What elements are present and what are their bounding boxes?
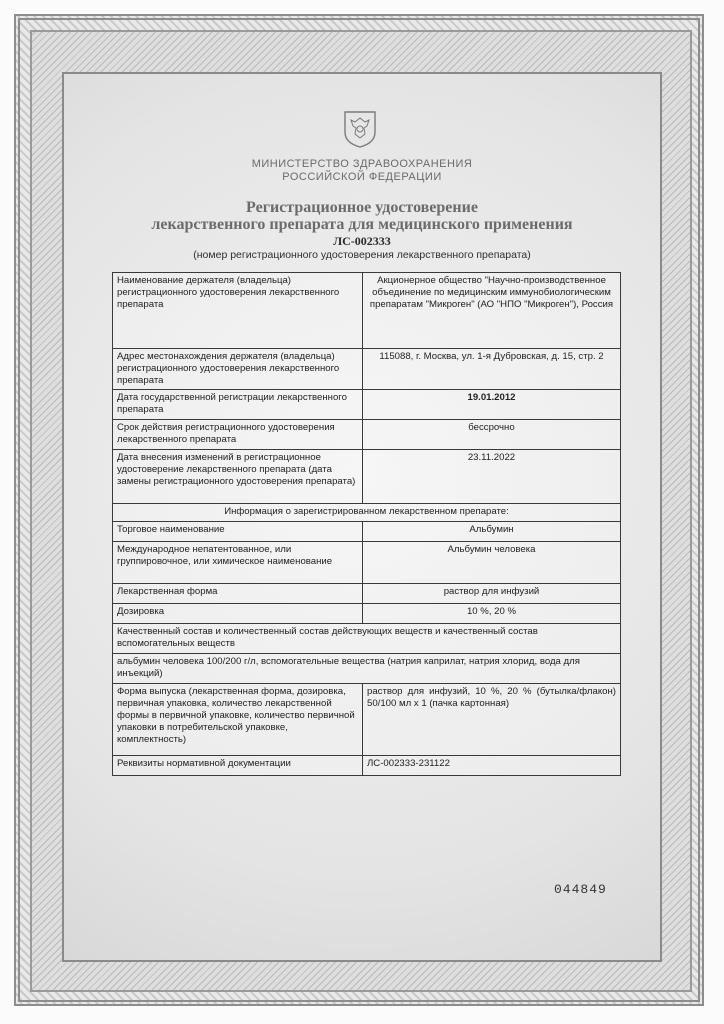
- composition-value: альбумин человека 100/200 г/л, вспомогательные вещества (натрия каприлат, натрия хлорид, вода для инъекций): [113, 654, 621, 684]
- release-form-value: раствор для инфузий, 10 %, 20 % (бутылка/флакон) 50/100 мл x 1 (пачка картонная): [363, 684, 621, 756]
- dosage-form-value: раствор для инфузий: [363, 584, 621, 604]
- dosage-form-label: Лекарственная форма: [113, 584, 363, 604]
- table-row-trade-name: [113, 522, 621, 542]
- ministry-name-line1: МИНИСТЕРСТВО ЗДРАВООХРАНЕНИЯ: [251, 158, 473, 170]
- trade-name-value: Альбумин: [363, 522, 621, 542]
- validity-label: Срок действия регистрационного удостоверения лекарственного препарата: [113, 420, 363, 450]
- table-row-address: [113, 349, 621, 390]
- holder-value: Акционерное общество "Научно-производственное объединение по медицинским иммунобиологическим препаратам "Микроген" (АО "НПО "Микроген"), Россия: [363, 273, 621, 349]
- change-date-value: 23.11.2022: [363, 450, 621, 504]
- inn-value: Альбумин человека: [363, 542, 621, 584]
- release-form-label: Форма выпуска (лекарственная форма, дозировка, первичная упаковка, количество лекарственной формы в первичной упаковке, количество первичной упаковки в потребительской упаковке, комплектность): [113, 684, 363, 756]
- reg-date-label: Дата государственной регистрации лекарственного препарата: [113, 390, 363, 420]
- composition-label: Качественный состав и количественный состав действующих веществ и качественный состав вспомогательных веществ: [113, 624, 621, 654]
- normative-doc-label: Реквизиты нормативной документации: [113, 756, 363, 776]
- table-row-inn: [113, 542, 621, 584]
- table-row-dosage: [113, 604, 621, 624]
- dosage-value: 10 %, 20 %: [363, 604, 621, 624]
- inn-label: Международное непатентованное, или группировочное, или химическое наименование: [113, 542, 363, 584]
- table-row-change-date: [113, 450, 621, 504]
- form-serial-number: 044849: [554, 882, 607, 897]
- normative-doc-value: ЛС-002333-231122: [363, 756, 621, 776]
- table-row-reg-date: [113, 390, 621, 420]
- ministry-name-line2: РОССИЙСКОЙ ФЕДЕРАЦИИ: [282, 171, 442, 183]
- info-header: Информация о зарегистрированном лекарственном препарате:: [113, 504, 621, 522]
- table-row-composition-value: [113, 654, 621, 684]
- registration-table: [112, 272, 621, 776]
- validity-value: бессрочно: [363, 420, 621, 450]
- dosage-label: Дозировка: [113, 604, 363, 624]
- table-row-release-form: [113, 684, 621, 756]
- table-row-dosage-form: [113, 584, 621, 604]
- document-title-line1: Регистрационное удостоверение: [246, 199, 478, 216]
- reg-date-value: 19.01.2012: [363, 390, 621, 420]
- address-label: Адрес местонахождения держателя (владельца) регистрационного удостоверения лекарственного препарата: [113, 349, 363, 390]
- registration-number: ЛС-002333: [333, 234, 391, 248]
- change-date-label: Дата внесения изменений в регистрационное удостоверение лекарственного препарата (дата замены регистрационного удостоверения препарата): [113, 450, 363, 504]
- table-row-info-header: [113, 504, 621, 522]
- document-title-line2: лекарственного препарата для медицинского применения: [151, 216, 573, 233]
- holder-label: Наименование держателя (владельца) регистрационного удостоверения лекарственного препарата: [113, 273, 363, 349]
- table-row-validity: [113, 420, 621, 450]
- coat-of-arms-icon: [343, 110, 377, 148]
- registration-number-note: (номер регистрационного удостоверения лекарственного препарата): [193, 249, 531, 261]
- table-row-normative-doc: [113, 756, 621, 776]
- trade-name-label: Торговое наименование: [113, 522, 363, 542]
- address-value: 115088, г. Москва, ул. 1-я Дубровская, д. 15, стр. 2: [363, 349, 621, 390]
- table-row-holder: [113, 273, 621, 349]
- table-row-composition-label: [113, 624, 621, 654]
